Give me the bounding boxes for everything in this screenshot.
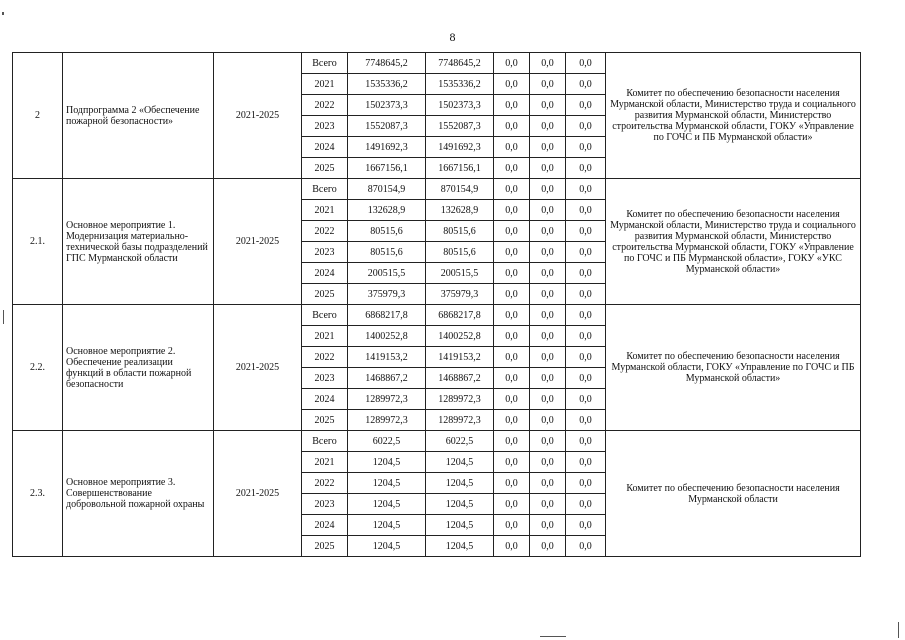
funding-cell: 0,0 <box>566 263 606 284</box>
funding-cell: 0,0 <box>494 305 530 326</box>
funding-cell: 0,0 <box>566 536 606 557</box>
funding-cell: 0,0 <box>494 347 530 368</box>
regional-budget-cell: 6868217,8 <box>426 305 494 326</box>
year-cell: 2023 <box>302 116 348 137</box>
funding-cell: 0,0 <box>494 158 530 179</box>
year-cell: 2025 <box>302 284 348 305</box>
regional-budget-cell: 1552087,3 <box>426 116 494 137</box>
funding-cell: 0,0 <box>566 410 606 431</box>
regional-budget-cell: 7748645,2 <box>426 53 494 74</box>
total-cell: 200515,5 <box>348 263 426 284</box>
implementation-period: 2021-2025 <box>214 179 302 305</box>
funding-cell: 0,0 <box>566 137 606 158</box>
funding-cell: 0,0 <box>566 179 606 200</box>
funding-cell: 0,0 <box>530 494 566 515</box>
table-body <box>13 53 861 557</box>
funding-cell: 0,0 <box>566 347 606 368</box>
funding-cell: 0,0 <box>530 137 566 158</box>
total-cell: 1289972,3 <box>348 389 426 410</box>
funding-cell: 0,0 <box>530 158 566 179</box>
activity-name: Основное мероприятие 2. Обеспечение реализации функций в области пожарной безопасности <box>63 305 214 431</box>
regional-budget-cell: 1535336,2 <box>426 74 494 95</box>
total-cell: 1552087,3 <box>348 116 426 137</box>
year-cell: 2021 <box>302 452 348 473</box>
total-cell: 80515,6 <box>348 242 426 263</box>
implementation-period: 2021-2025 <box>214 431 302 557</box>
funding-cell: 0,0 <box>494 515 530 536</box>
year-cell: Всего <box>302 179 348 200</box>
year-cell: 2025 <box>302 158 348 179</box>
funding-cell: 0,0 <box>530 515 566 536</box>
funding-cell: 0,0 <box>494 326 530 347</box>
total-cell: 1204,5 <box>348 536 426 557</box>
funding-cell: 0,0 <box>530 179 566 200</box>
funding-cell: 0,0 <box>494 53 530 74</box>
regional-budget-cell: 132628,9 <box>426 200 494 221</box>
funding-cell: 0,0 <box>494 200 530 221</box>
funding-cell: 0,0 <box>566 242 606 263</box>
table-row <box>13 179 861 200</box>
total-cell: 1535336,2 <box>348 74 426 95</box>
funding-cell: 0,0 <box>530 431 566 452</box>
table-row <box>13 305 861 326</box>
year-cell: 2023 <box>302 494 348 515</box>
funding-cell: 0,0 <box>494 410 530 431</box>
funding-cell: 0,0 <box>566 74 606 95</box>
row-number: 2.3. <box>13 431 63 557</box>
funding-cell: 0,0 <box>530 326 566 347</box>
funding-cell: 0,0 <box>566 305 606 326</box>
funding-cell: 0,0 <box>566 221 606 242</box>
row-number: 2.2. <box>13 305 63 431</box>
regional-budget-cell: 1204,5 <box>426 473 494 494</box>
funding-cell: 0,0 <box>530 116 566 137</box>
funding-cell: 0,0 <box>530 536 566 557</box>
funding-cell: 0,0 <box>494 473 530 494</box>
regional-budget-cell: 1502373,3 <box>426 95 494 116</box>
funding-cell: 0,0 <box>494 137 530 158</box>
funding-cell: 0,0 <box>530 410 566 431</box>
total-cell: 1204,5 <box>348 515 426 536</box>
executors-cell: Комитет по обеспечению безопасности населения Мурманской области, Министерство труда и социального развития Мурманской области, Министерство строительства Мурманской области, ГОКУ «Управление по ГОЧС и ПБ Мурманской области» <box>606 53 861 179</box>
total-cell: 7748645,2 <box>348 53 426 74</box>
year-cell: 2024 <box>302 389 348 410</box>
funding-cell: 0,0 <box>494 74 530 95</box>
regional-budget-cell: 1204,5 <box>426 494 494 515</box>
funding-cell: 0,0 <box>494 242 530 263</box>
total-cell: 1419153,2 <box>348 347 426 368</box>
scan-mark <box>2 12 4 15</box>
funding-cell: 0,0 <box>530 74 566 95</box>
regional-budget-cell: 6022,5 <box>426 431 494 452</box>
regional-budget-cell: 1289972,3 <box>426 389 494 410</box>
total-cell: 1667156,1 <box>348 158 426 179</box>
total-cell: 1400252,8 <box>348 326 426 347</box>
regional-budget-cell: 375979,3 <box>426 284 494 305</box>
year-cell: 2023 <box>302 368 348 389</box>
total-cell: 1468867,2 <box>348 368 426 389</box>
funding-cell: 0,0 <box>566 494 606 515</box>
funding-cell: 0,0 <box>530 53 566 74</box>
total-cell: 132628,9 <box>348 200 426 221</box>
funding-cell: 0,0 <box>530 242 566 263</box>
funding-cell: 0,0 <box>494 494 530 515</box>
year-cell: 2022 <box>302 95 348 116</box>
funding-cell: 0,0 <box>530 305 566 326</box>
regional-budget-cell: 1667156,1 <box>426 158 494 179</box>
activity-name: Подпрограмма 2 «Обеспечение пожарной безопасности» <box>63 53 214 179</box>
year-cell: Всего <box>302 305 348 326</box>
activity-name: Основное мероприятие 1. Модернизация материально-технической базы подразделений ГПС Мурманской области <box>63 179 214 305</box>
funding-cell: 0,0 <box>566 200 606 221</box>
implementation-period: 2021-2025 <box>214 53 302 179</box>
total-cell: 1204,5 <box>348 494 426 515</box>
regional-budget-cell: 1204,5 <box>426 536 494 557</box>
executors-cell: Комитет по обеспечению безопасности населения Мурманской области, ГОКУ «Управление по ГОЧС и ПБ Мурманской области» <box>606 305 861 431</box>
regional-budget-cell: 200515,5 <box>426 263 494 284</box>
year-cell: Всего <box>302 431 348 452</box>
funding-cell: 0,0 <box>530 95 566 116</box>
funding-cell: 0,0 <box>530 452 566 473</box>
year-cell: 2024 <box>302 137 348 158</box>
total-cell: 6022,5 <box>348 431 426 452</box>
activity-name: Основное мероприятие 3. Совершенствование добровольной пожарной охраны <box>63 431 214 557</box>
total-cell: 1289972,3 <box>348 410 426 431</box>
funding-cell: 0,0 <box>494 284 530 305</box>
row-number: 2 <box>13 53 63 179</box>
funding-cell: 0,0 <box>494 95 530 116</box>
regional-budget-cell: 1491692,3 <box>426 137 494 158</box>
regional-budget-cell: 80515,6 <box>426 221 494 242</box>
funding-cell: 0,0 <box>494 389 530 410</box>
funding-cell: 0,0 <box>566 326 606 347</box>
year-cell: Всего <box>302 53 348 74</box>
row-number: 2.1. <box>13 179 63 305</box>
page-number: 8 <box>449 30 456 44</box>
year-cell: 2021 <box>302 326 348 347</box>
regional-budget-cell: 1204,5 <box>426 515 494 536</box>
funding-cell: 0,0 <box>566 284 606 305</box>
year-cell: 2025 <box>302 410 348 431</box>
total-cell: 870154,9 <box>348 179 426 200</box>
total-cell: 80515,6 <box>348 221 426 242</box>
year-cell: 2023 <box>302 242 348 263</box>
regional-budget-cell: 1289972,3 <box>426 410 494 431</box>
funding-cell: 0,0 <box>494 536 530 557</box>
regional-budget-cell: 1419153,2 <box>426 347 494 368</box>
funding-cell: 0,0 <box>566 389 606 410</box>
scan-mark <box>898 622 899 638</box>
scan-mark <box>3 310 4 324</box>
funding-cell: 0,0 <box>530 368 566 389</box>
funding-cell: 0,0 <box>494 452 530 473</box>
year-cell: 2022 <box>302 221 348 242</box>
funding-cell: 0,0 <box>530 221 566 242</box>
funding-cell: 0,0 <box>566 431 606 452</box>
program-table <box>12 52 861 557</box>
year-cell: 2025 <box>302 536 348 557</box>
funding-cell: 0,0 <box>494 179 530 200</box>
total-cell: 1491692,3 <box>348 137 426 158</box>
funding-cell: 0,0 <box>566 452 606 473</box>
year-cell: 2022 <box>302 347 348 368</box>
funding-cell: 0,0 <box>494 263 530 284</box>
regional-budget-cell: 1204,5 <box>426 452 494 473</box>
funding-cell: 0,0 <box>494 368 530 389</box>
executors-cell: Комитет по обеспечению безопасности населения Мурманской области <box>606 431 861 557</box>
regional-budget-cell: 1468867,2 <box>426 368 494 389</box>
year-cell: 2024 <box>302 515 348 536</box>
total-cell: 1502373,3 <box>348 95 426 116</box>
total-cell: 375979,3 <box>348 284 426 305</box>
scan-mark <box>540 636 566 637</box>
total-cell: 6868217,8 <box>348 305 426 326</box>
funding-cell: 0,0 <box>494 221 530 242</box>
funding-cell: 0,0 <box>530 284 566 305</box>
table-row <box>13 53 861 74</box>
funding-cell: 0,0 <box>566 95 606 116</box>
total-cell: 1204,5 <box>348 473 426 494</box>
funding-cell: 0,0 <box>566 158 606 179</box>
funding-cell: 0,0 <box>530 389 566 410</box>
regional-budget-cell: 1400252,8 <box>426 326 494 347</box>
funding-cell: 0,0 <box>566 473 606 494</box>
year-cell: 2021 <box>302 74 348 95</box>
year-cell: 2021 <box>302 200 348 221</box>
regional-budget-cell: 870154,9 <box>426 179 494 200</box>
regional-budget-cell: 80515,6 <box>426 242 494 263</box>
funding-cell: 0,0 <box>566 368 606 389</box>
funding-cell: 0,0 <box>566 116 606 137</box>
funding-cell: 0,0 <box>566 53 606 74</box>
year-cell: 2022 <box>302 473 348 494</box>
funding-cell: 0,0 <box>494 116 530 137</box>
executors-cell: Комитет по обеспечению безопасности населения Мурманской области, Министерство труда и социального развития Мурманской области, Министерство строительства Мурманской области, ГОКУ «Управление по ГОЧС и ПБ Мурманской области», ГОКУ «УКС Мурманской области» <box>606 179 861 305</box>
funding-cell: 0,0 <box>530 263 566 284</box>
funding-cell: 0,0 <box>530 347 566 368</box>
funding-cell: 0,0 <box>530 200 566 221</box>
year-cell: 2024 <box>302 263 348 284</box>
funding-cell: 0,0 <box>566 515 606 536</box>
table-row <box>13 431 861 452</box>
implementation-period: 2021-2025 <box>214 305 302 431</box>
total-cell: 1204,5 <box>348 452 426 473</box>
funding-cell: 0,0 <box>530 473 566 494</box>
funding-cell: 0,0 <box>494 431 530 452</box>
